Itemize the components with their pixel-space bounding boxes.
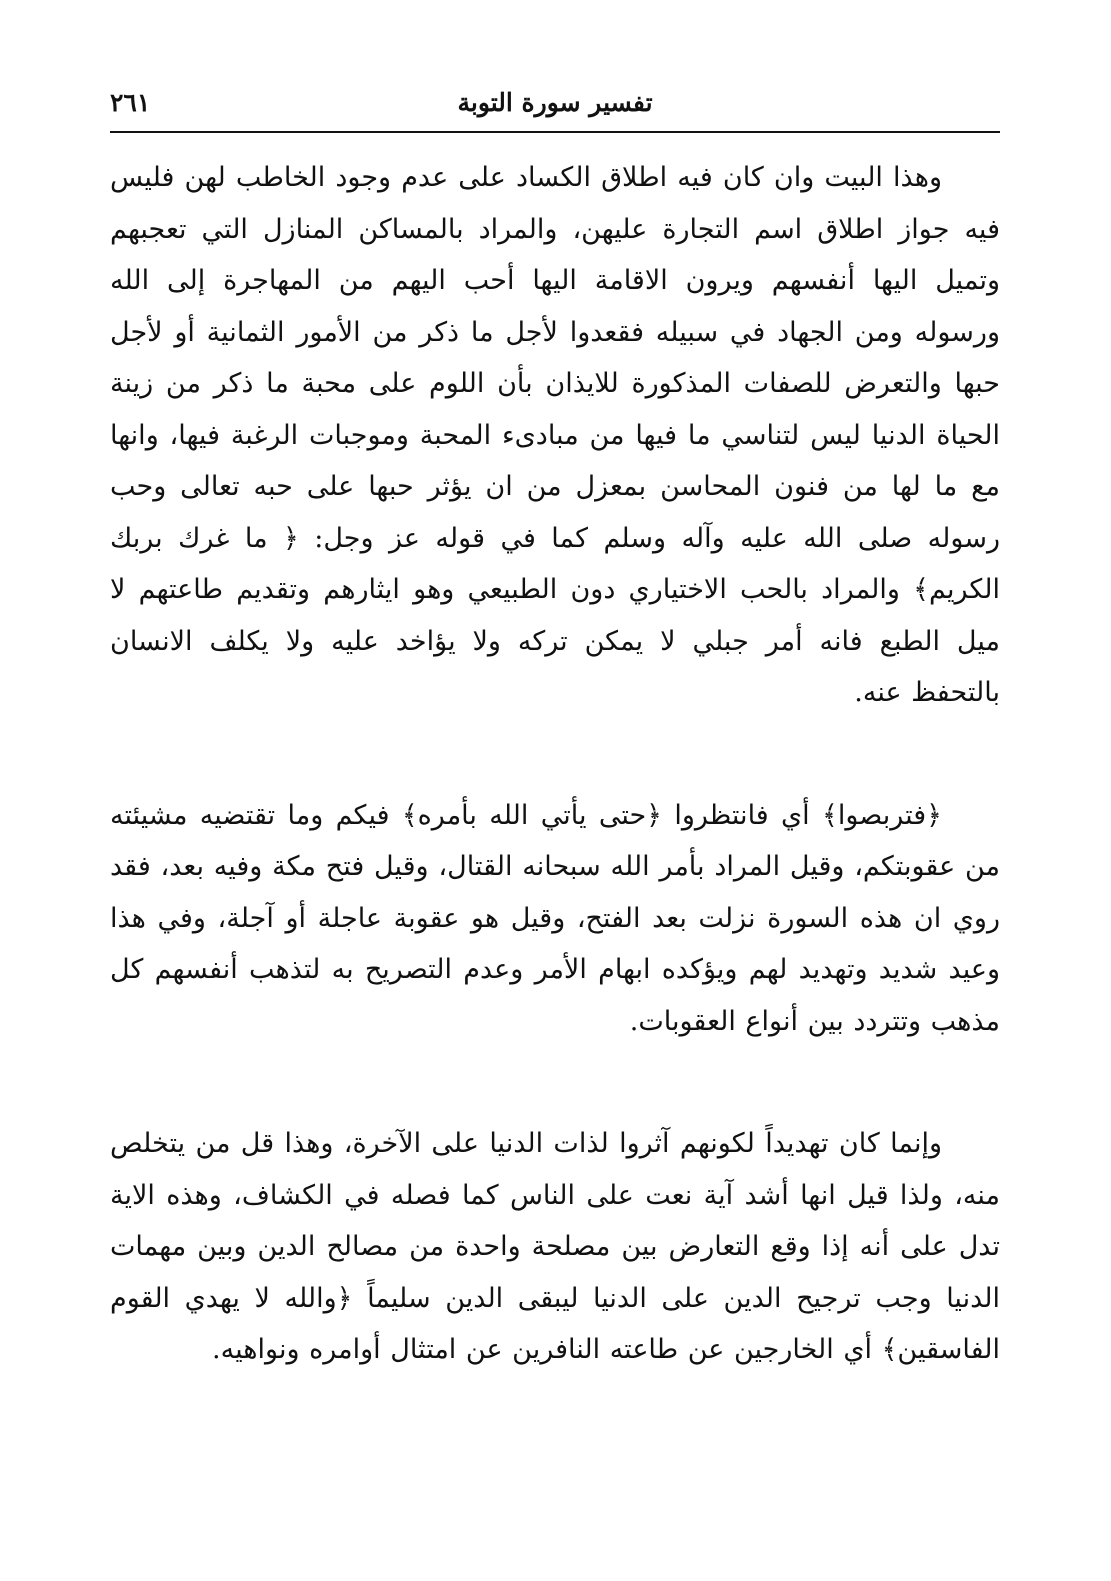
page-body [110,152,1000,1376]
paragraph: وإنما كان تهديداً لكونهم آثروا لذات الدنيا على الآخرة، وهذا قل من يتخلص منه، ولذا قيل انها أشد آية نعت على الناس كما فصله في الكشاف، وهذه الاية تدل على أنه إذا وقع التعارض بين مصلحة واحدة من مصالح الدين وبين مهمات الدنيا وجب ترجيح الدين على الدنيا ليبقى الدين سليماً ﴿والله لا يهدي القوم الفاسقين﴾ أي الخارجين عن طاعته النافرين عن امتثال أوامره ونواهيه. [110,1128,1000,1365]
paragraph: ﴿فتربصوا﴾ أي فانتظروا ﴿حتى يأتي الله بأمره﴾ فيكم وما تقتضيه مشيئته من عقوبتكم، وقيل المراد بأمر الله سبحانه القتال، وقيل فتح مكة وفيه بعد، فقد روي ان هذه السورة نزلت بعد الفتح، وقيل هو عقوبة عاجلة أو آجلة، وفي هذا وعيد شديد وتهديد لهم ويؤكده ابهام الأمر وعدم التصريح به لتذهب أنفسهم كل مذهب وتتردد بين أنواع العقوبات. [110,799,1000,1037]
running-title: تفسير سورة التوبة [457,88,653,117]
page-number: ٢٦١ [110,88,151,117]
paragraph: وهذا البيت وان كان فيه اطلاق الكساد على عدم وجود الخاطب لهن فليس فيه جواز اطلاق اسم التجارة عليهن، والمراد بالمساكن المنازل التي تعجبهم وتميل اليها أنفسهم ويرون الاقامة اليها أحب اليهم من المهاجرة إلى الله ورسوله ومن الجهاد في سبيله فقعدوا لأجل ما ذكر من الأمور الثمانية أو لأجل حبها والتعرض للصفات المذكورة للايذان بأن اللوم على محبة ما ذكر من زينة الحياة الدنيا ليس لتناسي ما فيها من مبادىء المحبة وموجبات الرغبة فيها، وانها مع ما لها من فنون المحاسن بمعزل من ان يؤثر حبها على حبه تعالى وحب رسوله صلى الله عليه وآله وسلم كما في قوله عز وجل: ﴿ ما غرك بربك الكريم﴾ والمراد بالحب الاختياري دون الطبيعي وهو ايثارهم وتقديم طاعتهم لا ميل الطبع فانه أمر جبلي لا يمكن تركه ولا يؤاخد عليه ولا يكلف الانسان بالتحفظ عنه. [110,162,1000,708]
page-header [110,84,1000,128]
header-divider [110,131,1000,133]
